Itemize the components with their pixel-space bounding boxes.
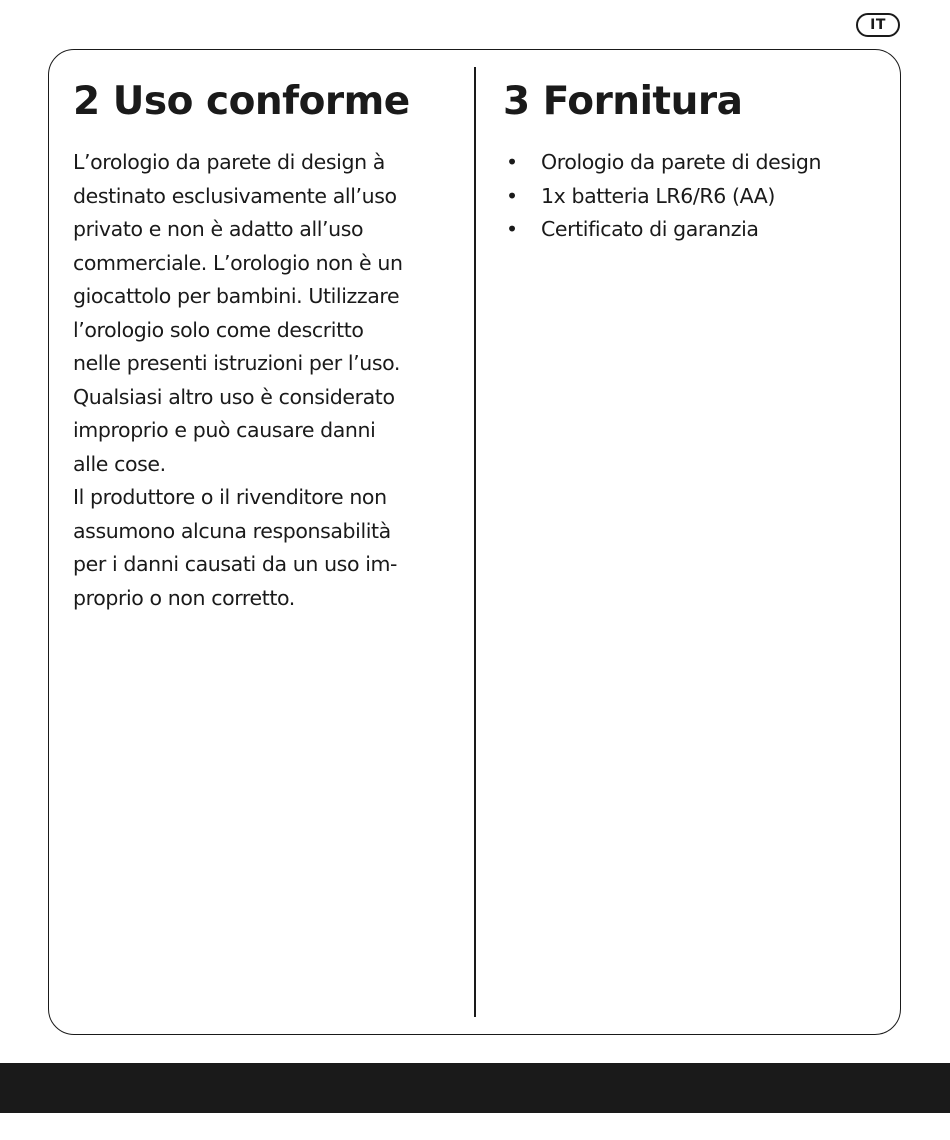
column-divider	[474, 67, 476, 1017]
section-heading-intended-use: 2 Uso conforme	[73, 79, 410, 124]
list-item-label: Orologio da parete di design	[541, 150, 822, 174]
bullet-icon: •	[506, 183, 518, 208]
paragraph-line: destinato esclusivamente all’uso	[73, 183, 397, 208]
list-item	[503, 146, 883, 180]
paragraph-line: per i danni causati da un uso im-	[73, 552, 398, 576]
paragraph-line: alle cose.	[73, 451, 166, 476]
supply-list	[503, 146, 883, 247]
paragraph-line: L’orologio da parete di design à	[73, 150, 385, 174]
section-intended-use	[73, 78, 463, 615]
paragraph-line: nelle presenti istruzioni per l’uso.	[73, 351, 401, 375]
bullet-icon: •	[506, 150, 518, 174]
paragraph-line: improprio e può causare danni	[73, 418, 376, 442]
list-item	[503, 180, 883, 214]
list-item-label: 1x batteria LR6/R6 (AA)	[541, 183, 775, 208]
section-heading-supply: 3 Fornitura	[503, 79, 743, 124]
paragraph-line: assumono alcuna responsabilità	[73, 518, 391, 543]
intended-use-paragraph	[73, 146, 463, 615]
section-supply	[503, 78, 883, 247]
paragraph-line: l’orologio solo come descritto	[73, 317, 364, 342]
footer-bar	[0, 1063, 950, 1113]
paragraph-line: proprio o non corretto.	[73, 585, 295, 610]
paragraph-line: Il produttore o il rivenditore non	[73, 485, 387, 509]
list-item	[503, 213, 883, 247]
paragraph-line: giocattolo per bambini. Utilizzare	[73, 284, 400, 308]
bullet-icon: •	[506, 217, 518, 241]
paragraph-line: Qualsiasi altro uso è considerato	[73, 384, 395, 409]
list-item-label: Certificato di garanzia	[541, 217, 759, 241]
paragraph-line: commerciale. L’orologio non è un	[73, 250, 403, 275]
paragraph-line: privato e non è adatto all’uso	[73, 217, 364, 241]
language-badge: IT	[856, 13, 900, 37]
